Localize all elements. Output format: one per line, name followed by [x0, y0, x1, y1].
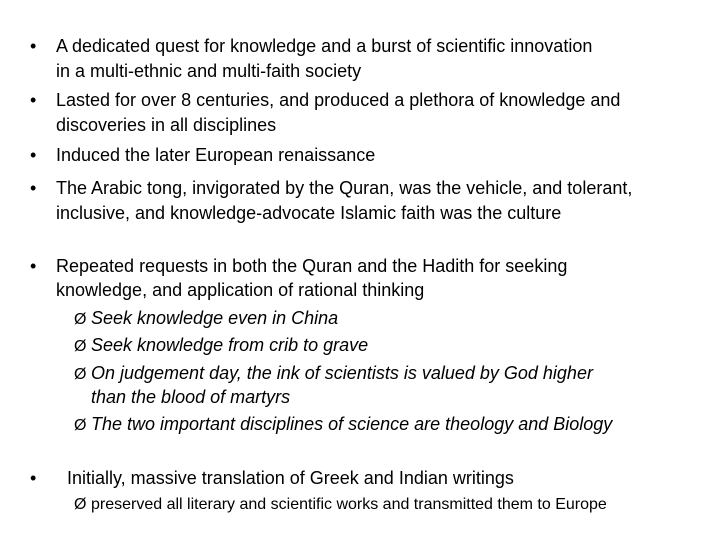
- sub-item-text: Seek knowledge from crib to grave: [91, 335, 369, 355]
- sub-item-text: Seek knowledge even in China: [91, 308, 339, 328]
- bullet-text: Initially, massive translation of Greek and Indian writings: [67, 468, 514, 488]
- bullet-marker: •: [30, 90, 37, 110]
- bullet-text: Induced the later European renaissance: [56, 145, 376, 165]
- bullet-marker: •: [30, 178, 37, 198]
- arrow-bullet-icon: Ø: [74, 338, 87, 355]
- sub-item-text: than the blood of martyrs: [91, 387, 291, 407]
- arrow-bullet-icon: Ø: [74, 366, 87, 383]
- sub-item-text: preserved all literary and scientific works and transmitted them to Europe: [91, 496, 607, 513]
- arrow-bullet-icon: Ø: [74, 496, 87, 513]
- sub-item-text: The two important disciplines of science are theology and Biology: [91, 414, 613, 434]
- bullet-marker: •: [30, 468, 37, 488]
- bullet-text: knowledge, and application of rational thinking: [56, 280, 425, 300]
- bullet-text: in a multi-ethnic and multi-faith society: [56, 61, 362, 81]
- arrow-bullet-icon: Ø: [74, 311, 87, 328]
- bullet-marker: •: [30, 256, 37, 276]
- bullet-text: A dedicated quest for knowledge and a burst of scientific innovation: [56, 36, 593, 56]
- bullet-text: discoveries in all disciplines: [56, 115, 277, 135]
- bullet-marker: •: [30, 36, 37, 56]
- bullet-text: inclusive, and knowledge-advocate Islamic faith was the culture: [56, 203, 562, 223]
- bullet-text: Repeated requests in both the Quran and the Hadith for seeking: [56, 256, 568, 276]
- bullet-text: Lasted for over 8 centuries, and produced a plethora of knowledge and: [56, 90, 621, 110]
- sub-item-text: On judgement day, the ink of scientists is valued by God higher: [91, 363, 593, 383]
- arrow-bullet-icon: Ø: [74, 417, 87, 434]
- bullet-text: The Arabic tong, invigorated by the Quran, was the vehicle, and tolerant,: [56, 178, 633, 198]
- bullet-marker: •: [30, 145, 37, 165]
